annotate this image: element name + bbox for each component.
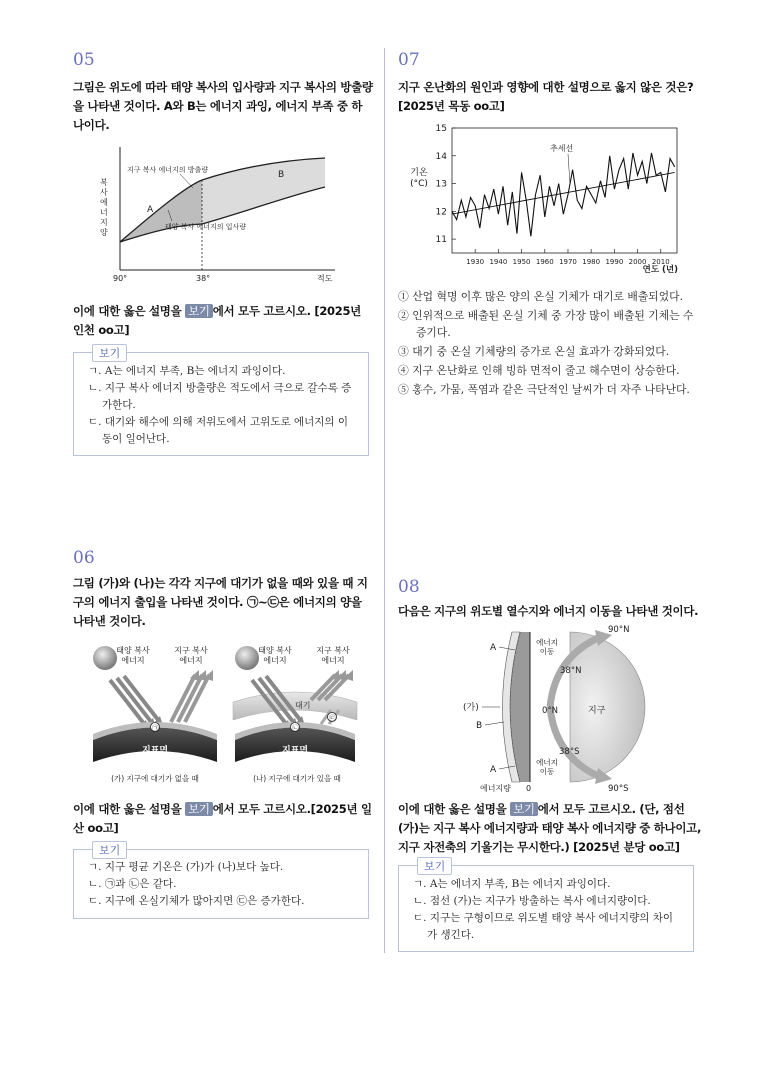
- lat-38s: 38°S: [559, 747, 580, 757]
- bogi-item: ㄴ. ㉠과 ㉡은 같다.: [88, 878, 177, 890]
- x-ticks: [466, 249, 669, 266]
- question-prompt: 이에 대한 옳은 설명을 보기 에서 모두 고르시오. (단, 점선 (가)는 지구 복사 에너지량과 태양 복사 에너지량 중 하나이고, 지구 자전축의 기울기는 무시한다.) [2025년 분당 oo고]: [398, 802, 702, 854]
- label-earth-emission: 지구 복사 에너지의 방출량: [127, 166, 209, 174]
- option-3[interactable]: ③ 대기 중 온실 기체량의 증가로 온실 효과가 강화되었다.: [398, 345, 670, 358]
- heat-balance-figure: [460, 622, 690, 794]
- question-text: 다음은 지구의 위도별 열수지와 에너지 이동을 나타낸 것이다.: [398, 604, 699, 618]
- option-1[interactable]: ① 산업 혁명 이후 많은 양의 온실 기체가 대기로 배출되었다.: [398, 290, 683, 303]
- x-tick-label: 1960: [535, 258, 554, 266]
- x-tick-label: 1970: [559, 258, 577, 266]
- energy-move-label-bottom: 에너지 이동: [536, 758, 558, 776]
- lat-38n: 38°N: [560, 666, 582, 676]
- bogi-box: [73, 347, 369, 456]
- option-4[interactable]: ④ 지구 온난화로 인해 빙하 면적이 줄고 해수면이 상승한다.: [398, 364, 680, 377]
- label-a-top: A: [490, 643, 497, 653]
- energy-move-label-top: 에너지 이동: [536, 638, 558, 656]
- question-prompt: 이에 대한 옳은 설명을 보기 에서 모두 고르시오.[2025년 일산 oo고]: [73, 802, 372, 835]
- label-zero: 0: [526, 784, 532, 793]
- sun-radiation-label-b: 태양 복사 에너지: [258, 646, 292, 665]
- question-number: 05: [73, 50, 95, 70]
- question-prompt: 이에 대한 옳은 설명을 보기 에서 모두 고르시오. [2025년 인천 oo고]: [73, 304, 361, 337]
- atmosphere-label: 대기: [295, 701, 311, 710]
- y-tick-label: 12: [435, 207, 447, 218]
- y-tick-label: 15: [435, 124, 447, 134]
- question-text: 지구 온난화의 원인과 영향에 대한 설명으로 옳지 않은 것은? [2025년 목동 oo고]: [398, 80, 694, 113]
- bogi-item: ㄷ. 대기와 해수에 의해 저위도에서 고위도로 에너지의 이동이 일어난다.: [88, 416, 348, 445]
- bogi-item: ㄱ. A는 에너지 부족, B는 에너지 과잉이다.: [88, 365, 286, 377]
- lat-0n: 0°N: [542, 706, 559, 716]
- label-a-bottom: A: [490, 765, 497, 775]
- y-tick-label: 14: [435, 151, 447, 162]
- y-tick-label: 13: [435, 179, 447, 190]
- surface-label-a: 지표면: [141, 746, 169, 756]
- bogi-box: [398, 860, 694, 952]
- bogi-tag: 보기: [185, 304, 213, 318]
- y-tick-label: 11: [435, 235, 447, 246]
- bogi-label: 보기: [92, 841, 127, 859]
- x-tick-label: 1980: [582, 258, 601, 266]
- bogi-item: ㄷ. 지구에 온실기체가 많아지면 ㉢은 증가한다.: [88, 895, 305, 907]
- column-divider: [384, 48, 385, 953]
- earth-arrows-a: [171, 675, 209, 722]
- mark-3: ㉢: [329, 714, 336, 722]
- bogi-item: ㄷ. 지구는 구형이므로 위도별 태양 복사 에너지량의 차이가 생긴다.: [413, 912, 673, 941]
- lat-90s: 90°S: [608, 784, 629, 794]
- earth-radiation-label-b: 지구 복사 에너지: [316, 646, 350, 665]
- label-ga: (가): [463, 703, 479, 713]
- bogi-tag: 보기: [185, 802, 213, 816]
- label-b: B: [476, 721, 483, 731]
- question-number: 07: [398, 50, 420, 70]
- bogi-items: [413, 876, 683, 944]
- option-5[interactable]: ⑤ 홍수, 가뭄, 폭염과 같은 극단적인 날씨가 더 자주 나타난다.: [398, 383, 690, 396]
- x-tick-label: 2010: [651, 258, 670, 266]
- bogi-item: ㄴ. 지구 복사 에너지 방출량은 적도에서 극으로 갈수록 증가한다.: [88, 382, 352, 411]
- earth-hemisphere: [570, 632, 645, 782]
- y-ticks: [436, 124, 456, 245]
- tick-equator: 적도: [317, 274, 333, 283]
- y-axis-label: 기온 (°C): [410, 168, 428, 189]
- bogi-label: 보기: [417, 857, 452, 875]
- question-text: 그림 (가)와 (나)는 각각 지구에 대기가 없을 때와 있을 때 지구의 에너지 출입을 나타낸 것이다. ㉠~㉢은 에너지의 양을 나타낸 것이다.: [73, 576, 368, 628]
- bogi-item: ㄴ. 점선 (가)는 지구가 방출하는 복사 에너지량이다.: [413, 895, 651, 907]
- trend-line: [452, 172, 675, 214]
- label-energy-amount: 에너지량: [480, 784, 511, 793]
- question-number: 08: [398, 577, 420, 597]
- region-b-label: B: [278, 170, 285, 180]
- radiation-latitude-figure: [95, 142, 345, 287]
- x-tick-label: 1940: [489, 258, 508, 266]
- bogi-items: [88, 859, 358, 910]
- tick-38: 38°: [196, 274, 211, 283]
- label-solar-incidence: 태양 복사 에너지의 입사량: [165, 223, 247, 231]
- solar-arrows-a: [110, 676, 159, 725]
- question-number: 06: [73, 548, 95, 568]
- x-tick-label: 2000: [628, 258, 647, 266]
- earth-radiation-label-a: 지구 복사 에너지: [174, 646, 208, 665]
- mark-1: ㉠: [152, 724, 159, 732]
- question-text: 그림은 위도에 따라 태양 복사의 입사량과 지구 복사의 방출량을 나타낸 것이다. A와 B는 에너지 과잉, 에너지 부족 중 하나이다.: [73, 80, 373, 132]
- option-2[interactable]: ② 인위적으로 배출된 온실 기체 중 가장 많이 배출된 기체는 수증기다.: [398, 309, 694, 339]
- bogi-items: [88, 363, 358, 448]
- surface-label-b: 지표면: [281, 746, 309, 756]
- region-b-fill: [202, 158, 325, 224]
- region-a-fill: [120, 180, 202, 242]
- x-tick-label: 1990: [605, 258, 624, 266]
- x-tick-label: 1930: [466, 258, 485, 266]
- bogi-tag: 보기: [510, 802, 538, 816]
- tick-90: 90°: [113, 274, 128, 283]
- x-tick-label: 1950: [512, 258, 531, 266]
- bogi-item: ㄱ. A는 에너지 부족, B는 에너지 과잉이다.: [413, 878, 611, 890]
- answer-options: [398, 288, 698, 400]
- trend-annotation: 추세선: [550, 144, 574, 153]
- region-a-label: A: [147, 205, 154, 215]
- y-axis-label: 복사 에너지 양: [100, 178, 108, 237]
- bogi-label: 보기: [92, 344, 127, 362]
- caption-b: (나) 지구에 대기가 있을 때: [253, 774, 341, 783]
- temperature-series-line: [452, 153, 675, 236]
- lat-90n: 90°N: [608, 625, 630, 635]
- earth-label: 지구: [588, 706, 606, 716]
- bogi-box: [73, 844, 369, 919]
- caption-a: (가) 지구에 대기가 없을 때: [111, 774, 199, 783]
- x-axis-label: 연도 (년): [642, 265, 678, 275]
- mark-2: ㉡: [292, 724, 299, 732]
- sun-radiation-label-a: 태양 복사 에너지: [116, 646, 150, 665]
- temperature-chart: [400, 118, 690, 278]
- bogi-item: ㄱ. 지구 평균 기온은 (가)가 (나)보다 높다.: [88, 861, 284, 873]
